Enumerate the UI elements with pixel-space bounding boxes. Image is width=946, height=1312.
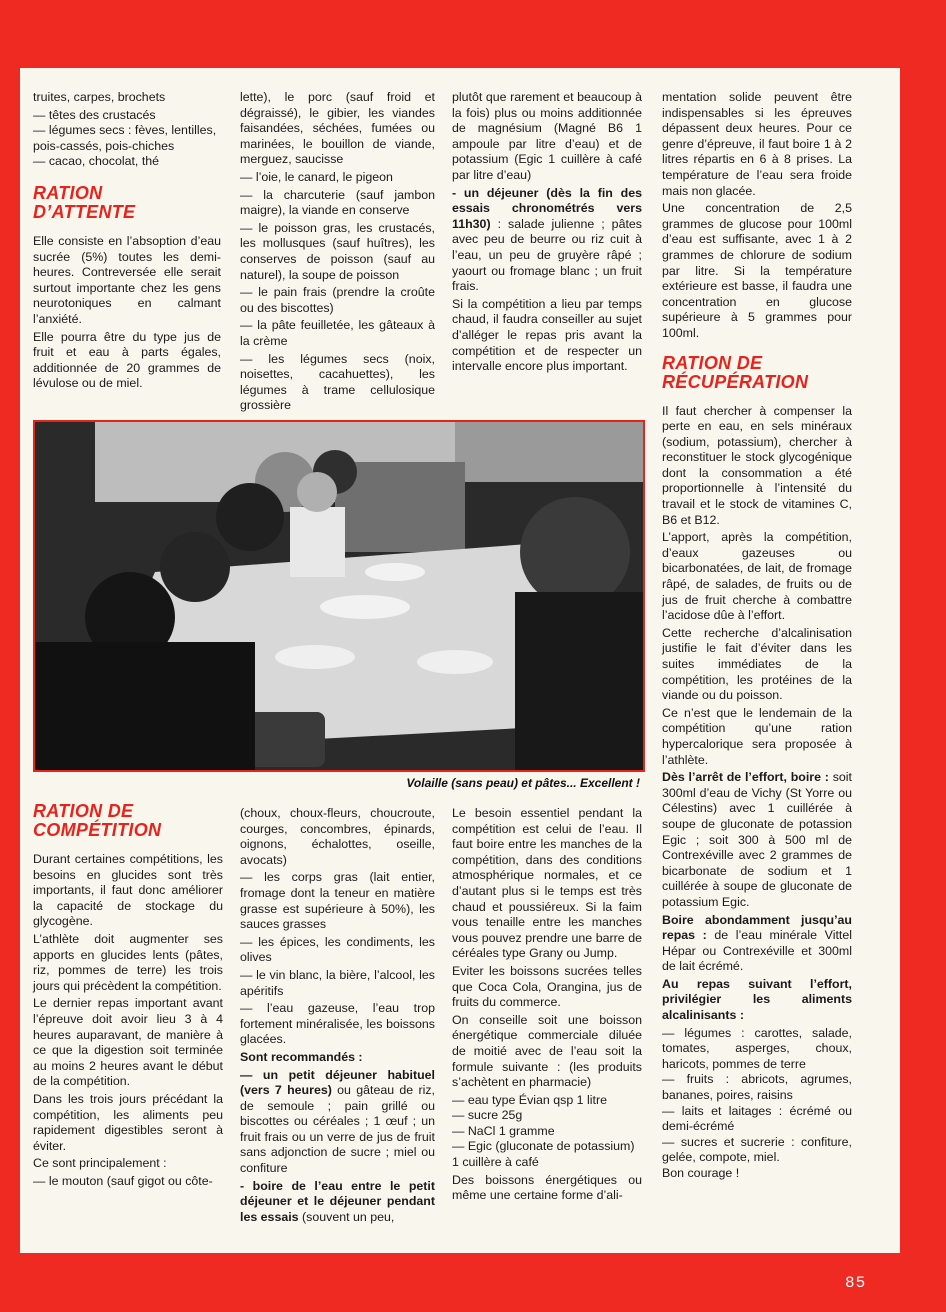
paragraph: — eau type Évian qsp 1 litre <box>452 1092 607 1107</box>
paragraph: — les légumes secs (noix, noisettes, cacahuettes), les légumes à trame cellulosique grossière <box>240 351 435 413</box>
section-heading-ration-recuperation: RATION DE RÉCUPÉRATION <box>662 352 809 392</box>
paragraph <box>240 1179 435 1226</box>
paragraph: Au repas suivant l’effort, privilégier les aliments alcalinisants : <box>662 976 852 1023</box>
photo-canteen <box>33 420 645 772</box>
paragraph: Eviter les boissons sucrées telles que Coca Cola, Orangina, jus de fruits du commerce. <box>452 963 642 1010</box>
paragraph: L’athlète doit augmenter ses apports en glucides lents (pâtes, riz, pommes de terre) les trois jours qui précèdent la compétition. <box>33 931 223 993</box>
column-3-bottom <box>452 806 642 1206</box>
paragraph: — légumes : carottes, salade, tomates, asperges, choux, haricots, pommes de terre <box>662 1025 852 1071</box>
column-2-top <box>240 90 435 416</box>
text: de l’eau minérale Vittel Hépar ou Contrexéville et 300ml de lait écrémé. <box>662 928 852 974</box>
bold-lead: Dès l’arrêt de l’effort, boire : <box>662 770 829 785</box>
paragraph: — les épices, les condiments, les olives <box>240 934 435 965</box>
bold-lead: Boire abondamment jusqu’au repas : <box>662 912 852 943</box>
paragraph: — fruits : abricots, agrumes, bananes, poires, raisins <box>662 1072 852 1103</box>
section-heading-ration-attente: RATION D’ATTENTE <box>33 182 136 222</box>
paragraph: Sont recommandés : <box>240 1049 363 1064</box>
paragraph: — sucre 25g <box>452 1108 523 1123</box>
paragraph: Cette recherche d’alcalinisation justifie le fait d’éviter dans les suites immédiates de la compétition, les protéines de la viande ou du poisson. <box>662 625 852 703</box>
paragraph <box>240 1068 435 1177</box>
paragraph: — les corps gras (lait entier, fromage dont la teneur en matière grasse est supérieure à 50%), les sauces grasses <box>240 870 435 932</box>
paragraph: — la charcuterie (sauf jambon maigre), la viande en conserve <box>240 187 435 218</box>
paragraph: Elle pourra être du type jus de fruit et eau à parts égales, additionnée de 20 grammes de lévulose ou de miel. <box>33 329 221 391</box>
paragraph: Durant certaines compétitions, les besoins en glucides sont très importants, il faut donc améliorer la capacité de stockage du glycogène. <box>33 852 223 929</box>
paragraph: mentation solide peuvent être indispensables si les épreuves dépassent deux heures. Pour ce genre d’épreuve, il faut boire 1 à 2 litres répartis en 6 à 8 prises. La température de l’eau sera froide mais non glacée. <box>662 90 852 198</box>
paragraph: Ce sont principalement : <box>33 1156 167 1171</box>
text: soit 300ml d’eau de Vichy (St Yorre ou Célestins) avec 1 cuillérée à soupe de gluconate de potassion Egic ; soit 300 à 500 ml de Contrexéville avec 2 grammes de bicarbonate de sodium et 1 cuillérée à soupe de gluconate de potassium Egic. <box>662 770 852 909</box>
paragraph: — NaCl 1 gramme <box>452 1123 555 1138</box>
paragraph: — légumes secs : fèves, lentilles, pois-cassés, pois-chiches <box>33 123 217 153</box>
photo-caption: Volaille (sans peau) et pâtes... Excellent ! <box>406 776 640 790</box>
paragraph: — têtes des crustacés <box>33 107 156 122</box>
bold-lead: - un déjeuner (dès la fin des essais chronométrés vers 11h30) <box>452 185 642 231</box>
paragraph: — le vin blanc, la bière, l’alcool, les apéritifs <box>240 967 435 998</box>
page-number: 85 <box>845 1274 867 1292</box>
paragraph: L’apport, après la compétition, d’eaux gazeuses ou bicarbonatées, de lait, de fromage râpé, de salades, de fruits ou de jus de fruit cherche à combattre l’acidose dûe à l’effort. <box>662 530 852 623</box>
paragraph: — le mouton (sauf gigot ou côte- <box>33 1173 213 1188</box>
text: (souvent un peu, <box>298 1209 395 1224</box>
paragraph: On conseille soit une boisson énergétique commerciale diluée de moitié avec de l’eau soit la formule suivante : (les produits s’achètent en pharmacie) <box>452 1012 642 1090</box>
paragraph: Elle consiste en l’absoption d’eau sucrée (5%) toutes les demi-heures. Contreversée elle serait surtout importante chez les gens neurotoniques en calmant l’anxiété. <box>33 233 221 326</box>
paragraph: Si la compétition a lieu par temps chaud, il faudra conseiller au sujet d’alléger le repas pris avant la compétition et de respecter un intervalle encore plus important. <box>452 296 642 374</box>
paragraph <box>452 186 642 295</box>
paragraph: Ce n’est que le lendemain de la compétition qu’une ration hypercalorique sera proposée à l’athlète. <box>662 705 852 767</box>
paragraph: truites, carpes, brochets <box>33 90 166 104</box>
paragraph: Le dernier repas important avant l’épreuve doit avoir lieu 3 à 4 heures auparavant, de manière à ce que la digestion soit terminée au moins 2 heures avant le début de la compétition. <box>33 996 223 1089</box>
column-2-bottom <box>240 806 435 1227</box>
paragraph: Le besoin essentiel pendant la compétition est celui de l’eau. Il faut boire entre les manches de la compétition, dans des conditions atmosphérique normales, et ce d’autant plus si le temps est très chaud et poussiéreux. Si la faim vous tenaille entre les manches vous pouvez prendre une barre de céréales type Grany ou Jump. <box>452 806 642 961</box>
paragraph: — le poisson gras, les crustacés, les mollusques (sauf huîtres), les conserves de poisson (sauf au naturel), la soupe de poisson <box>240 220 435 282</box>
column-4 <box>662 90 852 1184</box>
paragraph: lette), le porc (sauf froid et dégraissé), le gibier, les viandes faisandées, séchées, fumées ou marinées, le bouillon de viande, merguez, saucisse <box>240 90 435 167</box>
paragraph: — l’eau gazeuse, l’eau trop fortement minéralisée, les boissons glacées. <box>240 1001 435 1047</box>
paragraph: — le pain frais (prendre la croûte ou des biscottes) <box>240 285 435 315</box>
text: ou gâteau de riz, de semoule ; pain grillé ou biscottes ou céréales ; 1 œuf ; un fruit frais ou un verre de jus de fruit sans adjonction de sucre ; miel ou confiture <box>240 1083 436 1176</box>
bold-lead: — un petit déjeuner habituel (vers 7 heures) <box>240 1067 435 1098</box>
paragraph <box>662 913 852 975</box>
column-3-top <box>452 90 642 377</box>
paragraph: — cacao, chocolat, thé <box>33 154 160 169</box>
section-heading-ration-competition: RATION DE COMPÉTITION <box>33 801 162 840</box>
paragraph: — l’oie, le canard, le pigeon <box>240 169 393 184</box>
bold-lead: - boire de l’eau entre le petit déjeuner et le déjeuner pendant les essais <box>240 1178 435 1224</box>
paragraph: — la pâte feuilletée, les gâteaux à la crème <box>240 318 435 348</box>
paragraph: Des boissons énergétiques ou même une certaine forme d’ali- <box>452 1172 642 1203</box>
paragraph: plutôt que rarement et beaucoup à la fois) plus ou moins additionnée de magnésium (Magné B6 1 ampoule par litre d’eau) et de potassium (Egic 1 cuillère à café par litre d’eau) <box>452 90 642 182</box>
column-1-bottom <box>33 788 223 1191</box>
paragraph: — Egic (gluconate de potassium) 1 cuillère à café <box>452 1139 635 1170</box>
photo-image <box>35 422 643 770</box>
paragraph: Une concentration de 2,5 grammes de glucose pour 100ml d’eau est suffisante, avec 1 à 2 grammes de chlorure de sodium par litre. Si la température extérieure est basse, il faudra une concentration en glucose supérieure à 5 grammes pour 100ml. <box>662 201 852 340</box>
paragraph: Il faut chercher à compenser la perte en eau, en sels minéraux (sodium, potassium), chercher à reconstituer le stock glycogénique dont la consommation a été proportionnelle à l’intensité du travail et le stock de vitamines C, B6 et B12. <box>662 403 852 527</box>
paragraph: Dans les trois jours précédant la compétition, les aliments peu rapidement digestibles seront à éviter. <box>33 1091 223 1153</box>
column-1-top <box>33 90 221 394</box>
paragraph: — laits et laitages : écrémé ou demi-écrémé <box>662 1103 852 1134</box>
paragraph: (choux, choux-fleurs, choucroute, courges, concombres, épinards, oignons, échalottes, oseille, avocats) <box>240 806 435 867</box>
paragraph <box>662 770 852 910</box>
paragraph: — sucres et sucrerie : confiture, gelée, compote, miel. <box>662 1134 852 1165</box>
text: : salade julienne ; pâtes avec peu de beurre ou riz cuit à l’eau, un peu de gruyère râpé ; yaourt ou fromage blanc ; un fruit frais. <box>452 216 642 294</box>
paragraph: Bon courage ! <box>662 1166 740 1180</box>
